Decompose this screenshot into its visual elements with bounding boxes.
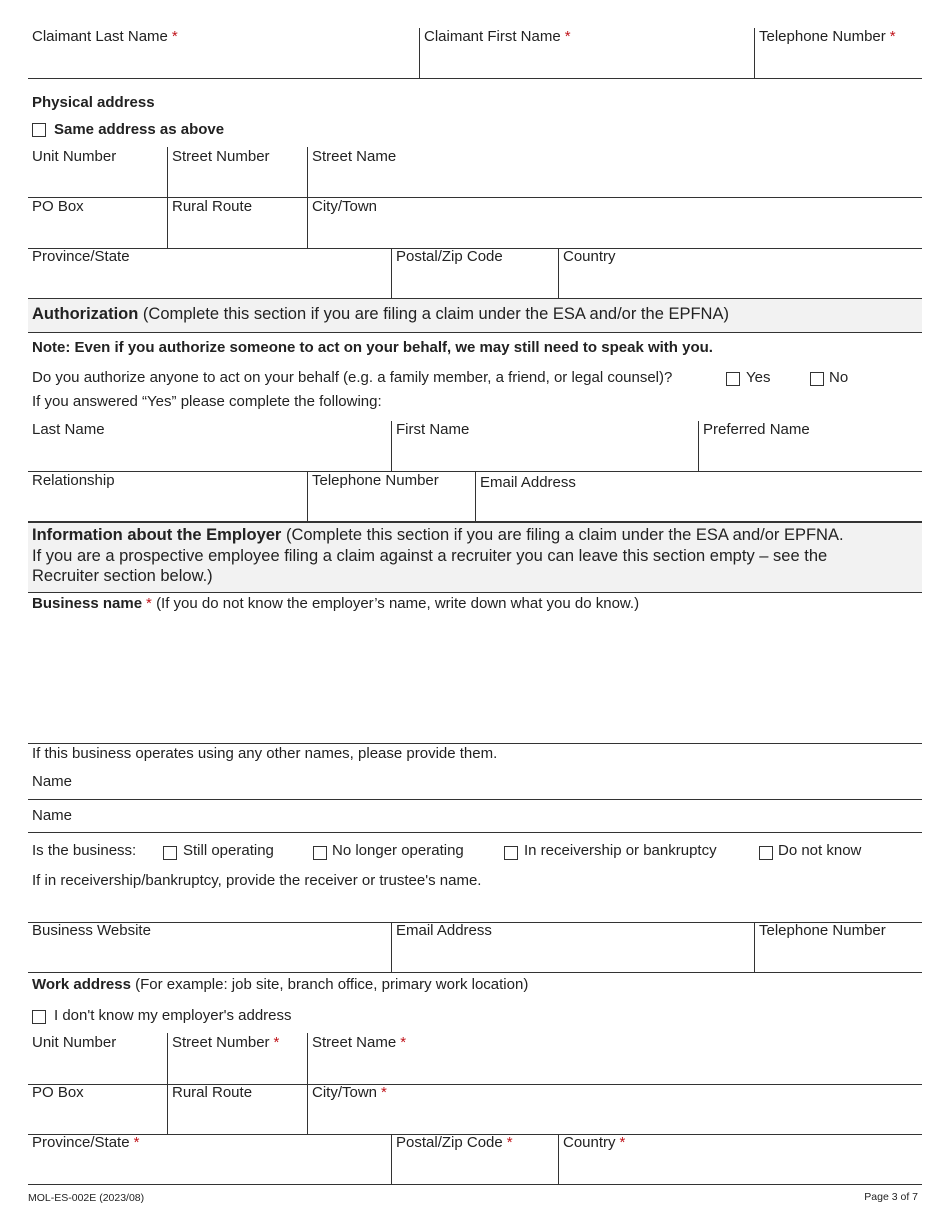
- receiver-name-input[interactable]: [28, 893, 922, 920]
- same-address-label: Same address as above: [54, 121, 225, 138]
- pa-street-number-label: Street Number: [172, 148, 270, 165]
- form-id: MOL-ES-002E (2023/08): [28, 1192, 145, 1204]
- page-number: Page 3 of 7: [864, 1191, 918, 1203]
- wa-po-box-input[interactable]: [28, 1106, 165, 1132]
- claimant-telephone-label: Telephone Number *: [759, 28, 896, 45]
- authorization-note: Note: Even if you authorize someone to act on your behalf, we may still need to speak with you.: [32, 339, 713, 356]
- authorization-header: Authorization (Complete this section if you are filing a claim under the ESA and/or the EPFNA): [32, 305, 729, 323]
- business-website-input[interactable]: [28, 944, 389, 970]
- status-no-longer-operating-checkbox[interactable]: [313, 846, 327, 860]
- claimant-first-name-input[interactable]: [422, 50, 752, 76]
- business-website-label: Business Website: [32, 922, 151, 939]
- other-name-input-2[interactable]: [80, 803, 920, 830]
- wa-province-input[interactable]: [28, 1156, 389, 1182]
- other-name-input-1[interactable]: [80, 770, 920, 797]
- employer-header-line3: Recruiter section below.): [32, 567, 213, 585]
- authorize-yes-checkbox[interactable]: [726, 372, 740, 386]
- pa-street-number-input[interactable]: [170, 170, 305, 195]
- business-email-label: Email Address: [396, 922, 492, 939]
- business-email-input[interactable]: [394, 944, 752, 970]
- status-still-operating-checkbox[interactable]: [163, 846, 177, 860]
- pa-postal-label: Postal/Zip Code: [396, 248, 503, 265]
- wa-unit-number-label: Unit Number: [32, 1034, 117, 1051]
- status-do-not-know-label: Do not know: [778, 842, 862, 859]
- pa-unit-number-input[interactable]: [28, 170, 165, 195]
- status-receivership-label: In receivership or bankruptcy: [524, 842, 717, 859]
- wa-rural-route-input[interactable]: [170, 1106, 305, 1132]
- same-address-checkbox[interactable]: [32, 123, 46, 137]
- pa-city-town-label: City/Town: [312, 198, 378, 215]
- wa-po-box-label: PO Box: [32, 1084, 84, 1101]
- rep-relationship-input[interactable]: [28, 494, 305, 519]
- status-receivership-checkbox[interactable]: [504, 846, 518, 860]
- claimant-telephone-input[interactable]: [757, 50, 920, 76]
- rep-telephone-input[interactable]: [310, 494, 473, 519]
- wa-street-name-input[interactable]: [310, 1056, 920, 1082]
- wa-province-label: Province/State *: [32, 1134, 140, 1151]
- status-no-longer-operating-label: No longer operating: [332, 842, 464, 859]
- other-name-label-1: Name: [32, 773, 73, 790]
- status-still-operating-label: Still operating: [183, 842, 274, 859]
- wa-street-number-label: Street Number *: [172, 1034, 280, 1051]
- employer-header-line1: Information about the Employer (Complete this section if you are filing a claim under the ESA and/or EPFNA.: [32, 526, 844, 544]
- wa-city-town-input[interactable]: [310, 1106, 920, 1132]
- wa-street-number-input[interactable]: [170, 1056, 305, 1082]
- business-telephone-input[interactable]: [757, 944, 920, 970]
- wa-city-town-label: City/Town *: [312, 1084, 387, 1101]
- claimant-first-name-label: Claimant First Name *: [424, 28, 571, 45]
- pa-po-box-input[interactable]: [28, 220, 165, 246]
- pa-unit-number-label: Unit Number: [32, 148, 117, 165]
- authorize-no-checkbox[interactable]: [810, 372, 824, 386]
- business-name-label: Business name * (If you do not know the employer’s name, write down what you do know.): [32, 595, 640, 612]
- wa-postal-input[interactable]: [394, 1156, 556, 1182]
- claimant-last-name-label: Claimant Last Name *: [32, 28, 178, 45]
- wa-rural-route-label: Rural Route: [172, 1084, 253, 1101]
- pa-street-name-input[interactable]: [310, 170, 920, 195]
- wa-street-name-label: Street Name *: [312, 1034, 407, 1051]
- business-status-question: Is the business:: [32, 842, 137, 859]
- wa-country-input[interactable]: [561, 1156, 920, 1182]
- business-telephone-label: Telephone Number: [759, 922, 886, 939]
- work-address-title: Work address (For example: job site, branch office, primary work location): [32, 976, 529, 993]
- wa-postal-label: Postal/Zip Code *: [396, 1134, 513, 1151]
- authorization-question: Do you authorize anyone to act on your behalf (e.g. a family member, a friend, or legal counsel)?: [32, 369, 673, 386]
- rep-email-label: Email Address: [480, 474, 576, 491]
- physical-address-title: Physical address: [32, 94, 155, 111]
- rep-telephone-label: Telephone Number: [312, 472, 439, 489]
- unknown-address-checkbox[interactable]: [32, 1010, 46, 1024]
- authorize-yes-label: Yes: [746, 369, 771, 386]
- other-name-label-2: Name: [32, 807, 73, 824]
- unknown-address-label: I don't know my employer's address: [54, 1007, 292, 1024]
- authorization-if-yes: If you answered “Yes” please complete the following:: [32, 393, 382, 410]
- employer-header-line2: If you are a prospective employee filing a claim against a recruiter you can leave this section empty – see the: [32, 547, 828, 565]
- status-do-not-know-checkbox[interactable]: [759, 846, 773, 860]
- pa-rural-route-label: Rural Route: [172, 198, 253, 215]
- pa-rural-route-input[interactable]: [170, 220, 305, 246]
- pa-postal-input[interactable]: [394, 270, 556, 296]
- pa-province-input[interactable]: [28, 270, 389, 296]
- pa-province-label: Province/State: [32, 248, 130, 265]
- rep-first-name-label: First Name: [396, 421, 470, 438]
- authorize-no-label: No: [829, 369, 849, 386]
- pa-country-input[interactable]: [561, 270, 920, 296]
- rep-preferred-name-input[interactable]: [701, 443, 920, 469]
- pa-country-label: Country: [563, 248, 616, 265]
- rep-last-name-input[interactable]: [28, 443, 389, 469]
- rep-preferred-name-label: Preferred Name: [703, 421, 810, 438]
- rep-last-name-label: Last Name: [32, 421, 105, 438]
- pa-po-box-label: PO Box: [32, 198, 84, 215]
- rep-relationship-label: Relationship: [32, 472, 115, 489]
- rep-email-input[interactable]: [478, 494, 920, 519]
- wa-unit-number-input[interactable]: [28, 1056, 165, 1082]
- pa-city-town-input[interactable]: [310, 220, 920, 246]
- claimant-last-name-input[interactable]: [28, 50, 416, 76]
- receiver-prompt: If in receivership/bankruptcy, provide the receiver or trustee's name.: [32, 872, 482, 889]
- wa-country-label: Country *: [563, 1134, 626, 1151]
- business-name-input[interactable]: [28, 616, 922, 741]
- other-names-prompt: If this business operates using any other names, please provide them.: [32, 745, 498, 762]
- rep-first-name-input[interactable]: [394, 443, 696, 469]
- pa-street-name-label: Street Name: [312, 148, 397, 165]
